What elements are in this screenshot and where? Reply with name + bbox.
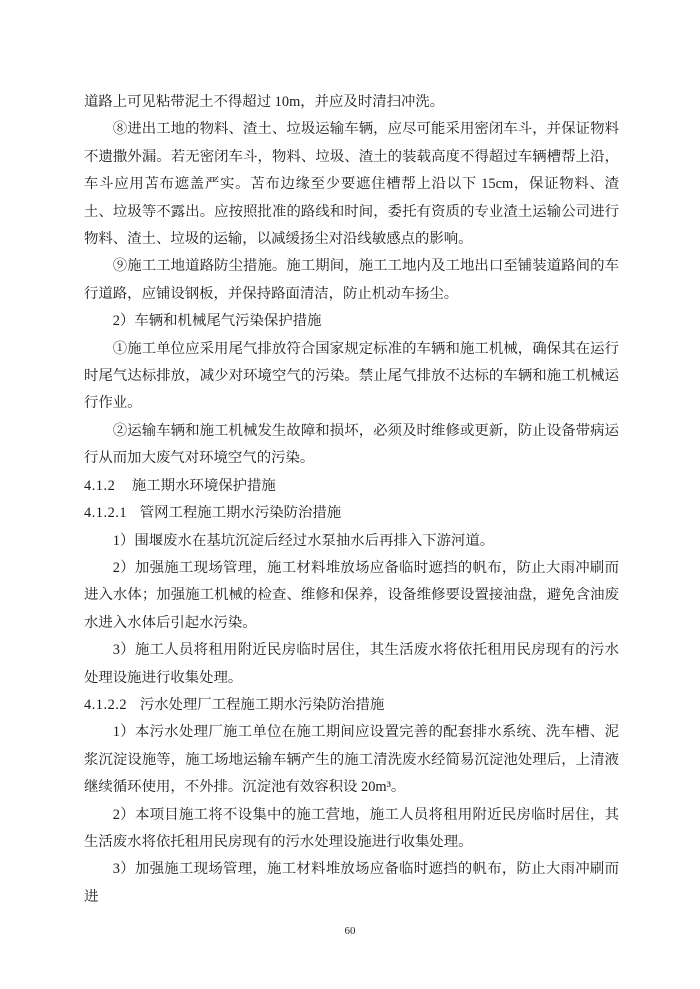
- heading-number: 4.1.2: [84, 477, 116, 494]
- section-heading-4-1-2-1: [84, 500, 619, 527]
- paragraph: 2）加强施工现场管理，施工材料堆放场应备临时遮挡的帆布，防止大雨冲刷而进入水体；加强施工机械的检查、维修和保养，设备维修要设置接油盘，避免含油废水进入水体后引起水污染。: [84, 559, 619, 631]
- heading-number: 4.1.2.1: [84, 505, 128, 522]
- section-heading-4-1-2-2: [84, 692, 619, 719]
- page-number: 60: [344, 925, 356, 937]
- paragraph: ⑧进出工地的物料、渣土、垃圾运输车辆，应尽可能采用密闭车斗，并保证物料不遗撒外漏。若无密闭车斗，物料、垃圾、渣土的装载高度不得超过车辆槽帮上沿，车斗应用苫布遮盖严实。苫布边缘至少要遮住槽帮上沿以下 15cm，保证物料、渣土、垃圾等不露出。应按照批准的路线和时间，委托有资质的专业渣土运输公司进行物料、渣土、垃圾的运输，以减缓扬尘对沿线敏感点的影响。: [84, 121, 619, 248]
- heading-title: 管网工程施工期水污染防治措施: [139, 505, 342, 522]
- heading-title: 施工期水环境保护措施: [131, 477, 276, 494]
- paragraph: 1）围堰废水在基坑沉淀后经过水泵抽水后再排入下游河道。: [112, 532, 495, 549]
- paragraph-truncated: 3）加强施工现场管理，施工材料堆放场应备临时遮挡的帆布，防止大雨冲刷而进: [84, 861, 619, 905]
- paragraph: ⑨施工工地道路防尘措施。施工期间，施工工地内及工地出口至铺装道路间的车行道路，应铺设钢板，并保持路面清洁，防止机动车扬尘。: [84, 258, 619, 302]
- section-heading-4-1-2: [84, 473, 619, 500]
- paragraph-continuation: 道路上可见粘带泥土不得超过 10m，并应及时清扫冲洗。: [84, 94, 445, 110]
- heading-title: 污水处理厂工程施工期水污染防治措施: [139, 696, 385, 713]
- paragraph: 3）施工人员将租用附近民房临时居住，其生活废水将依托租用民房现有的污水处理设施进行收集处理。: [84, 642, 619, 686]
- paragraph: 2）本项目施工将不设集中的施工营地，施工人员将租用附近民房临时居住，其生活废水将依托租用民房现有的污水处理设施进行收集处理。: [84, 806, 619, 850]
- heading-number: 4.1.2.2: [84, 696, 128, 713]
- paragraph: 1）本污水处理厂施工单位在施工期间应设置完善的配套排水系统、洗车槽、泥浆沉淀设施等，施工场地运输车辆产生的施工清洗废水经简易沉淀池处理后，上清液继续循环使用，不外排。沉淀池有效容积设 20m³。: [84, 724, 619, 796]
- document-body: [84, 89, 619, 911]
- page-footer: [0, 923, 700, 939]
- paragraph: ②运输车辆和施工机械发生故障和损坏，必须及时维修或更新，防止设备带病运行从而加大废气对环境空气的污染。: [84, 422, 619, 467]
- paragraph: ①施工单位应采用尾气排放符合国家规定标准的车辆和施工机械，确保其在运行时尾气达标排放，减少对环境空气的污染。禁止尾气排放不达标的车辆和施工机械运行作业。: [84, 340, 619, 412]
- list-item-title: 2）车辆和机械尾气污染保护措施: [112, 313, 322, 330]
